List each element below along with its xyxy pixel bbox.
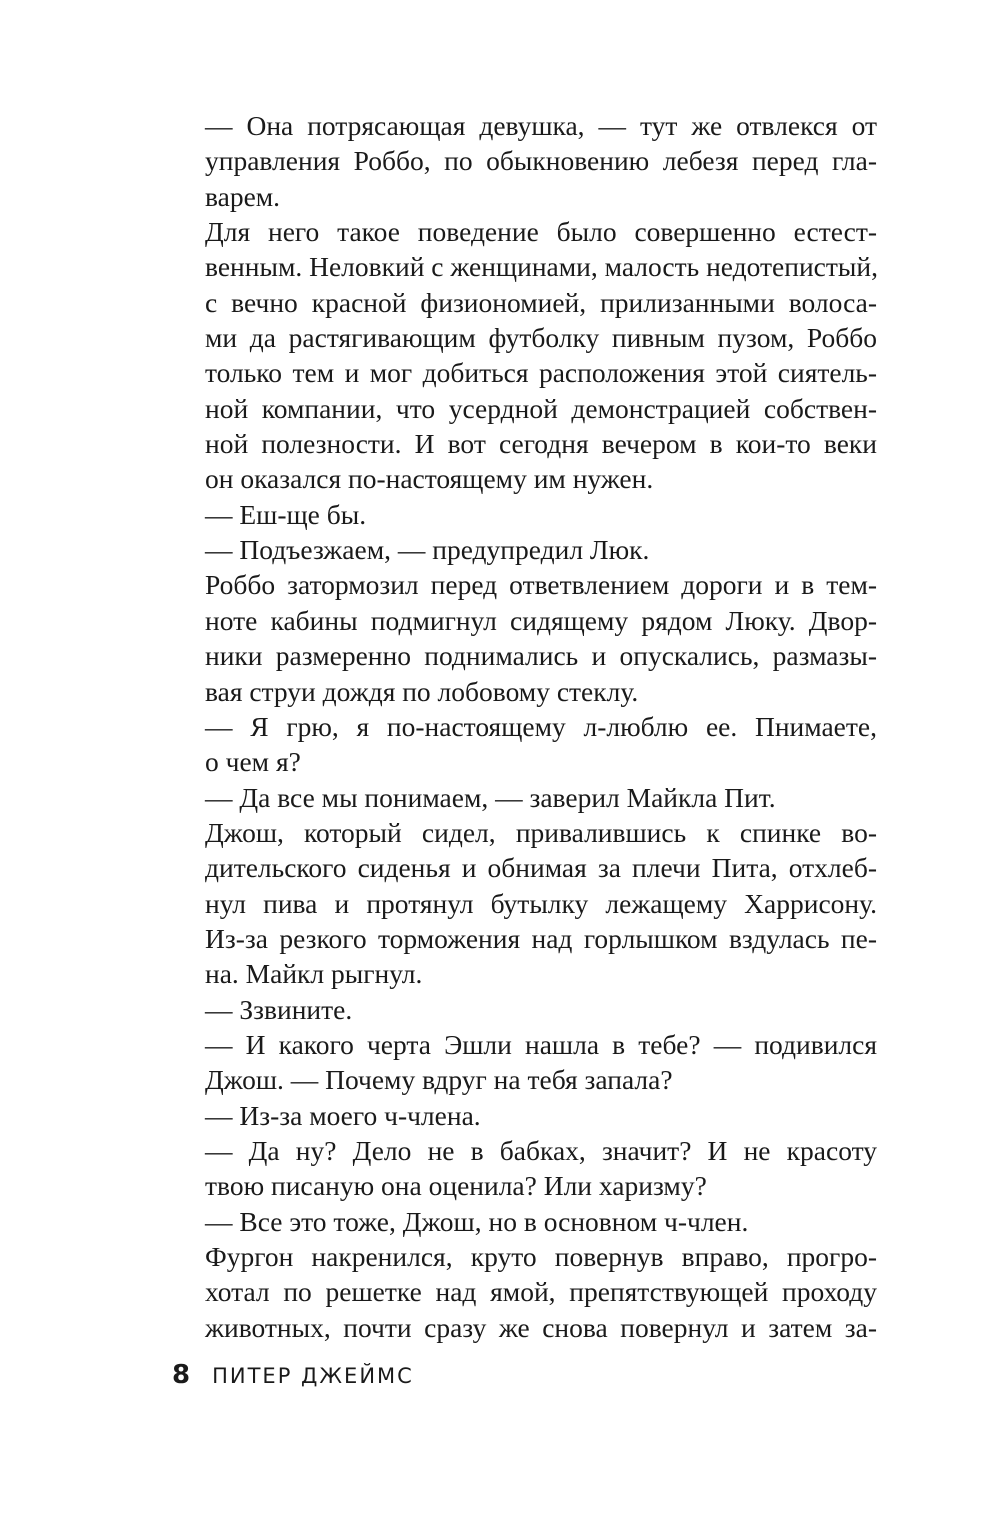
text-line: варем. bbox=[205, 180, 281, 212]
page-footer bbox=[172, 1360, 414, 1396]
text-line: ной компании, что усердной демонстрацией собствен- bbox=[205, 392, 877, 424]
text-line: ноте кабины подмигнул сидящему рядом Люку. Двор- bbox=[205, 604, 877, 636]
text-line: ники размеренно поднимались и опускались, размазы- bbox=[205, 640, 877, 672]
body-text bbox=[205, 108, 877, 1345]
page-number: 8 bbox=[172, 1360, 191, 1390]
text-line: — Из-за моего ч-члена. bbox=[205, 1099, 481, 1131]
text-line: Для него такое поведение было совершенно естест- bbox=[205, 216, 877, 248]
text-line: — Я грю, я по-настоящему л-люблю ее. Пнимаете, bbox=[205, 710, 877, 742]
text-line: только тем и мог добиться расположения этой сиятель- bbox=[205, 357, 877, 389]
text-line: он оказался по-настоящему им нужен. bbox=[205, 463, 654, 495]
text-line: Фургон накренился, круто повернув вправо, прогро- bbox=[205, 1241, 877, 1272]
text-line: — Ззвините. bbox=[205, 993, 353, 1025]
text-line: ной полезности. И вот сегодня вечером в кои-то веки bbox=[205, 428, 877, 460]
text-line: вая струи дождя по лобовому стеклу. bbox=[205, 675, 639, 707]
text-line: управления Роббо, по обыкновению лебезя перед гла- bbox=[205, 145, 877, 177]
text-line: животных, почти сразу же снова повернул и затем за- bbox=[205, 1311, 877, 1343]
text-line: — Все это тоже, Джош, но в основном ч-член. bbox=[205, 1205, 749, 1237]
text-line: на. Майкл рыгнул. bbox=[205, 958, 423, 990]
text-line: — И какого черта Эшли нашла в тебе? — подивился bbox=[205, 1028, 877, 1060]
text-line: венным. Неловкий с женщинами, малость недотепистый, bbox=[205, 251, 878, 283]
text-line: — Да ну? Дело не в бабках, значит? И не красоту bbox=[205, 1134, 877, 1166]
text-line: твою писаную она оценила? Или харизму? bbox=[205, 1170, 707, 1202]
text-line: дительского сиденья и обнимая за плечи Пита, отхлеб- bbox=[205, 852, 877, 884]
text-line: с вечно красной физиономией, прилизанными волоса- bbox=[205, 286, 877, 318]
text-line: Роббо затормозил перед ответвлением дороги и в тем- bbox=[205, 569, 877, 601]
running-head-author: ПИТЕР ДЖЕЙМС bbox=[212, 1364, 414, 1388]
text-line: — Подъезжаем, — предупредил Люк. bbox=[205, 534, 650, 566]
text-line: Джош. — Почему вдруг на тебя запала? bbox=[205, 1064, 673, 1096]
text-line: Джош, который сидел, привалившись к спинке во- bbox=[205, 816, 877, 848]
text-line: Из-за резкого торможения над горлышком вздулась пе- bbox=[205, 922, 877, 954]
text-line: — Еш-ще бы. bbox=[205, 498, 367, 530]
text-line: — Да все мы понимаем, — заверил Майкла Пит. bbox=[205, 781, 776, 813]
text-line: ми да растягивающим футболку пивным пузом, Роббо bbox=[205, 322, 877, 354]
text-line: хотал по решетке над ямой, препятствующей проходу bbox=[205, 1276, 877, 1308]
text-line: — Она потрясающая девушка, — тут же отвлекся от bbox=[205, 110, 877, 141]
text-line: нул пива и протянул бутылку лежащему Харрисону. bbox=[205, 887, 877, 919]
text-line: о чем я? bbox=[205, 746, 301, 778]
